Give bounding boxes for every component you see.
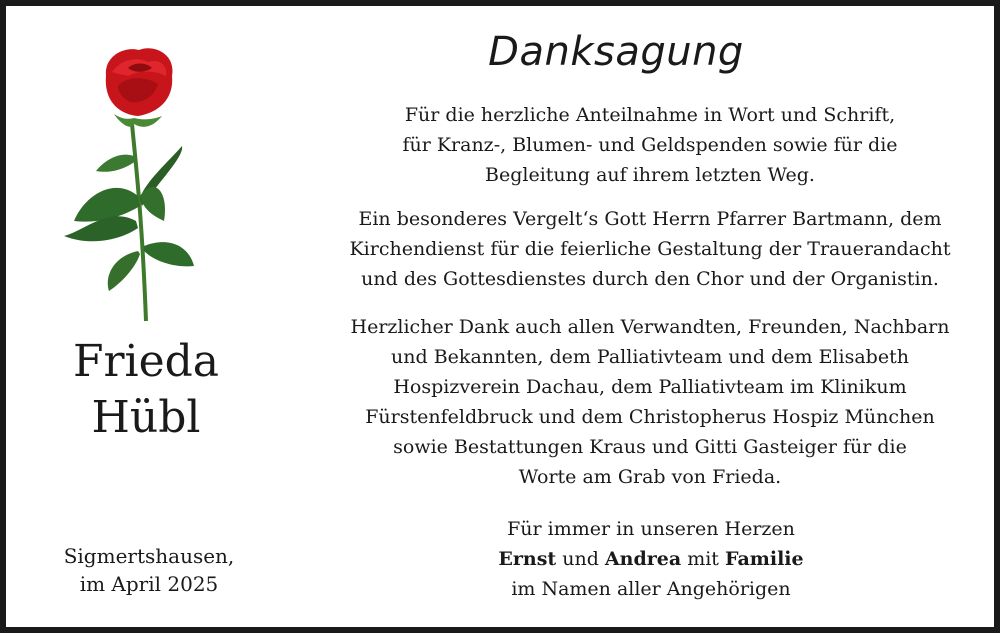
signature-block <box>386 514 916 604</box>
text-line: Kirchendienst für die feierliche Gestaltung der Trauerandacht <box>349 238 951 260</box>
text-line: und des Gottesdienstes durch den Chor und der Organistin. <box>361 268 939 290</box>
text-line: Für die herzliche Anteilnahme in Wort und Schrift, <box>404 104 896 126</box>
page-title: Danksagung <box>488 29 744 75</box>
place-date <box>34 542 264 598</box>
text-line: Worte am Grab von Frieda. <box>518 466 782 488</box>
signature-line-3: im Namen aller Angehörigen <box>511 578 791 600</box>
text-line: Herzlicher Dank auch allen Verwandten, Freunden, Nachbarn <box>350 316 950 338</box>
signature-line-1: Für immer in unseren Herzen <box>507 518 795 540</box>
text-line: und Bekannten, dem Palliativteam und dem Elisabeth <box>391 346 909 368</box>
text-line: sowie Bestattungen Kraus und Gitti Gasteiger für die <box>393 436 907 458</box>
thanks-paragraph-3 <box>276 312 1000 492</box>
deceased-first-name: Frieda <box>72 336 220 387</box>
deceased-last-name: Hübl <box>91 392 201 443</box>
text-line: Begleitung auf ihrem letzten Weg. <box>485 164 815 186</box>
signature-name-ernst: Ernst <box>498 548 557 570</box>
signature-names <box>386 544 916 574</box>
signature-with: mit <box>687 548 719 570</box>
signature-family: Familie <box>725 548 804 570</box>
obituary-card <box>6 6 994 627</box>
place-line: Sigmertshausen, <box>63 544 235 568</box>
date-line: im April 2025 <box>79 572 219 596</box>
text-line: Fürstenfeldbruck und dem Christopherus Hospiz München <box>365 406 935 428</box>
signature-name-andrea: Andrea <box>604 548 682 570</box>
signature-and: und <box>562 548 599 570</box>
thanks-paragraph-1 <box>276 100 1000 190</box>
text-line: für Kranz-, Blumen- und Geldspenden sowie für die <box>402 134 898 156</box>
text-line: Hospizverein Dachau, dem Palliativteam im Klinikum <box>393 376 907 398</box>
red-rose-icon <box>54 46 204 326</box>
text-line: Ein besonderes Vergelt‘s Gott Herrn Pfarrer Bartmann, dem <box>358 208 942 230</box>
thanks-paragraph-2 <box>276 204 1000 294</box>
